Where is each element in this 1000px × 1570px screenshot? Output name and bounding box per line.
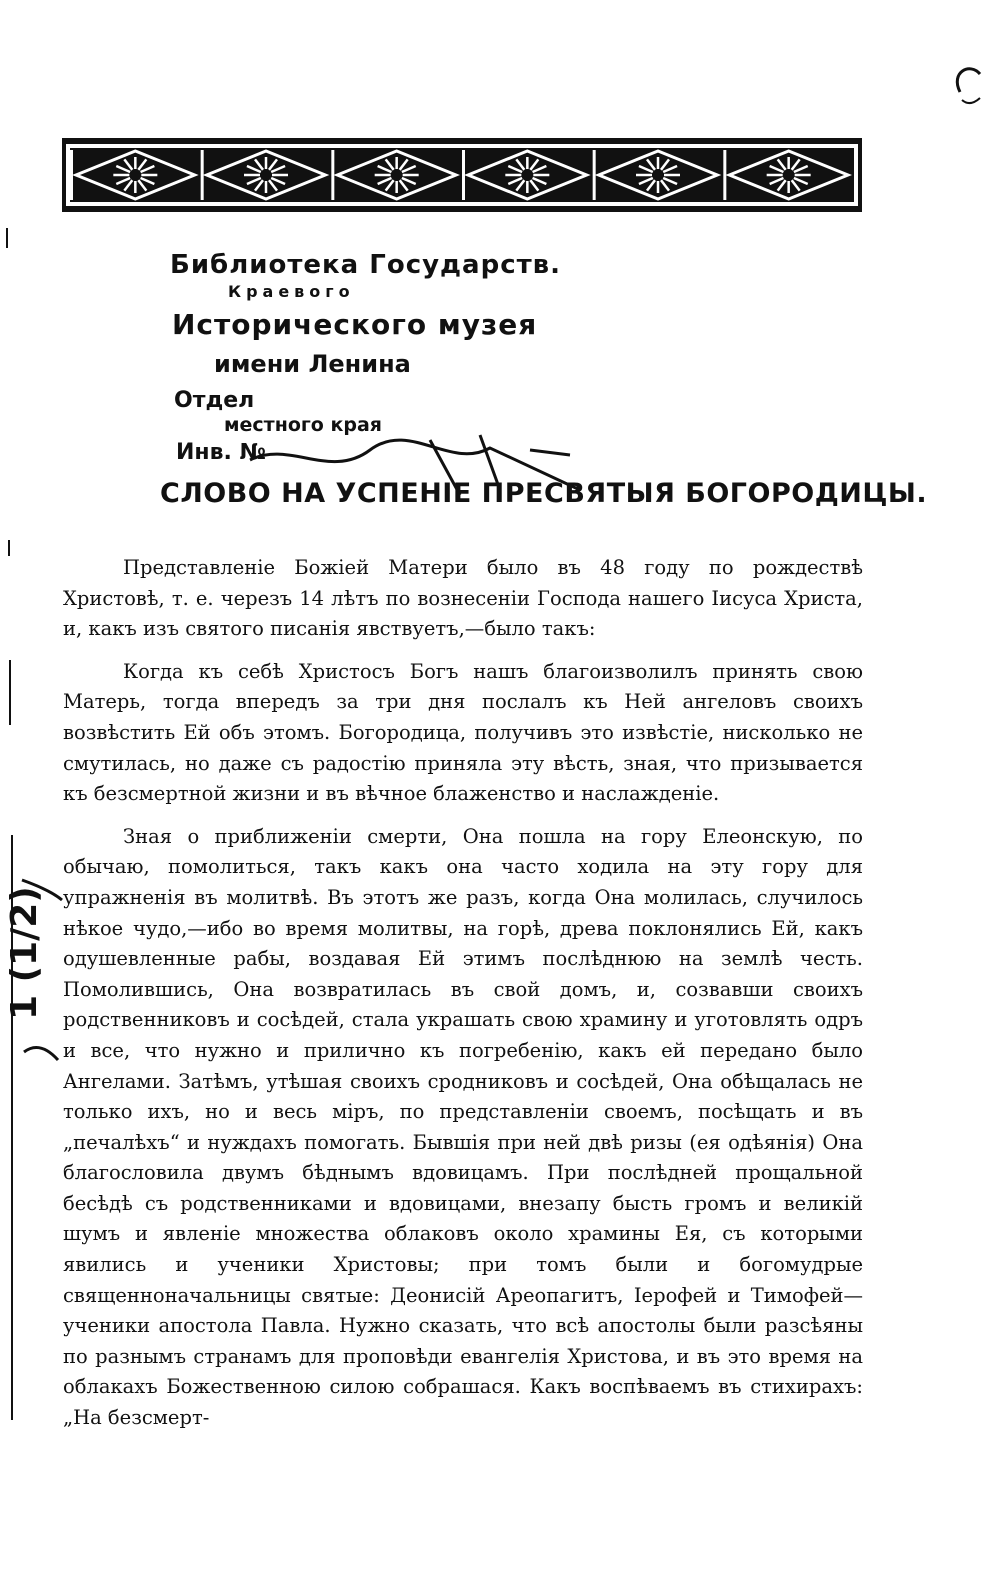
paragraph-3: Зная о приближеніи смерти, Она пошла на гору Елеонскую, по обычаю, помолиться, такъ какъ она часто ходила на эту гору для упражненія въ молитвѣ. Въ этотъ же разъ, когда Она молилась, случилось нѣкое чудо,—ибо во время молитвы, на горѣ, древа поклонялись Ей, какъ одушевленные рабы, воздавая Ей этимъ послѣднюю на землѣ честь. Помолившись, Она возвратилась въ свой домъ, и, созвавши своихъ родственниковъ и сосѣдей, стала украшать свою храмину и уготовлять одръ и все, что нужно и прилично къ погребенію, какъ ей передано было Ангелами. Затѣмъ, утѣшая своихъ сродниковъ и сосѣдей, Она обѣщалась не только ихъ, но и весь міръ, по представленіи своемъ, посѣщать и въ „печалѣхъ“ и нуждахъ помогать. Бывшія при ней двѣ ризы (ея одѣянія) Она благословила двумъ бѣднымъ вдовицамъ. При послѣдней прощальной бесѣдѣ съ родственниками и вдовицами, внезапу бысть громъ и великій шумъ и явленіе множества облаковъ около храмины Ея, съ которыми явились и ученики Христовы; при томъ были и богомудрые священноначальницы святые: Деонисій Ареопагитъ, Іерофей и Тимофей—ученики апостола Павла. Нужно сказать, что всѣ апостолы были разсѣяны по разнымъ странамъ для проповѣди евангелія Христова, и въ это время на облакахъ Божественною силою собрашася. Какъ воспѣваемъ въ стихирахъ: „На безсмерт-	[63, 824, 863, 1430]
paragraph-1: Представленіе Божіей Матери было въ 48 году по рождествѣ Христовѣ, т. е. черезъ 14 лѣтъ по вознесеніи Господа нашего Іисуса Христа, и, какъ изъ святого писанія явствуетъ,—было такъ:	[63, 556, 863, 641]
stamp-line-1: Библиотека Государств.	[170, 250, 562, 280]
page-title: СЛОВО НА УСПЕНІЕ ПРЕСВЯТЫЯ БОГОРОДИЦЫ.	[160, 478, 928, 509]
stamp-line-3: Исторического музея	[172, 308, 538, 341]
stamp-line-2: Краевого	[228, 282, 355, 301]
margin-annotation: 1 (1/2)	[4, 886, 45, 1020]
stamp-line-7: Инв. №	[176, 440, 267, 465]
body-text	[63, 553, 863, 1434]
paragraph-2: Когда къ себѣ Христосъ Богъ нашъ благоизволилъ принять свою Матерь, тогда впередъ за три дня послалъ къ Ней ангеловъ своихъ возвѣстить Ей объ этомъ. Богородица, получивъ это извѣстіе, нисколько не смутилась, но даже съ радостію приняла эту вѣсть, зная, что призывается къ безсмертной жизни и въ вѣчное блаженство и наслажденіе.	[63, 659, 863, 806]
margin-scan-marks	[0, 0, 70, 1570]
ornamental-header-band	[62, 138, 862, 212]
stamp-line-5: Отдел	[174, 388, 255, 413]
stamp-line-4: имени Ленина	[214, 350, 411, 378]
stamp-line-6: местного края	[224, 414, 382, 436]
corner-pencil-mark	[940, 52, 990, 112]
